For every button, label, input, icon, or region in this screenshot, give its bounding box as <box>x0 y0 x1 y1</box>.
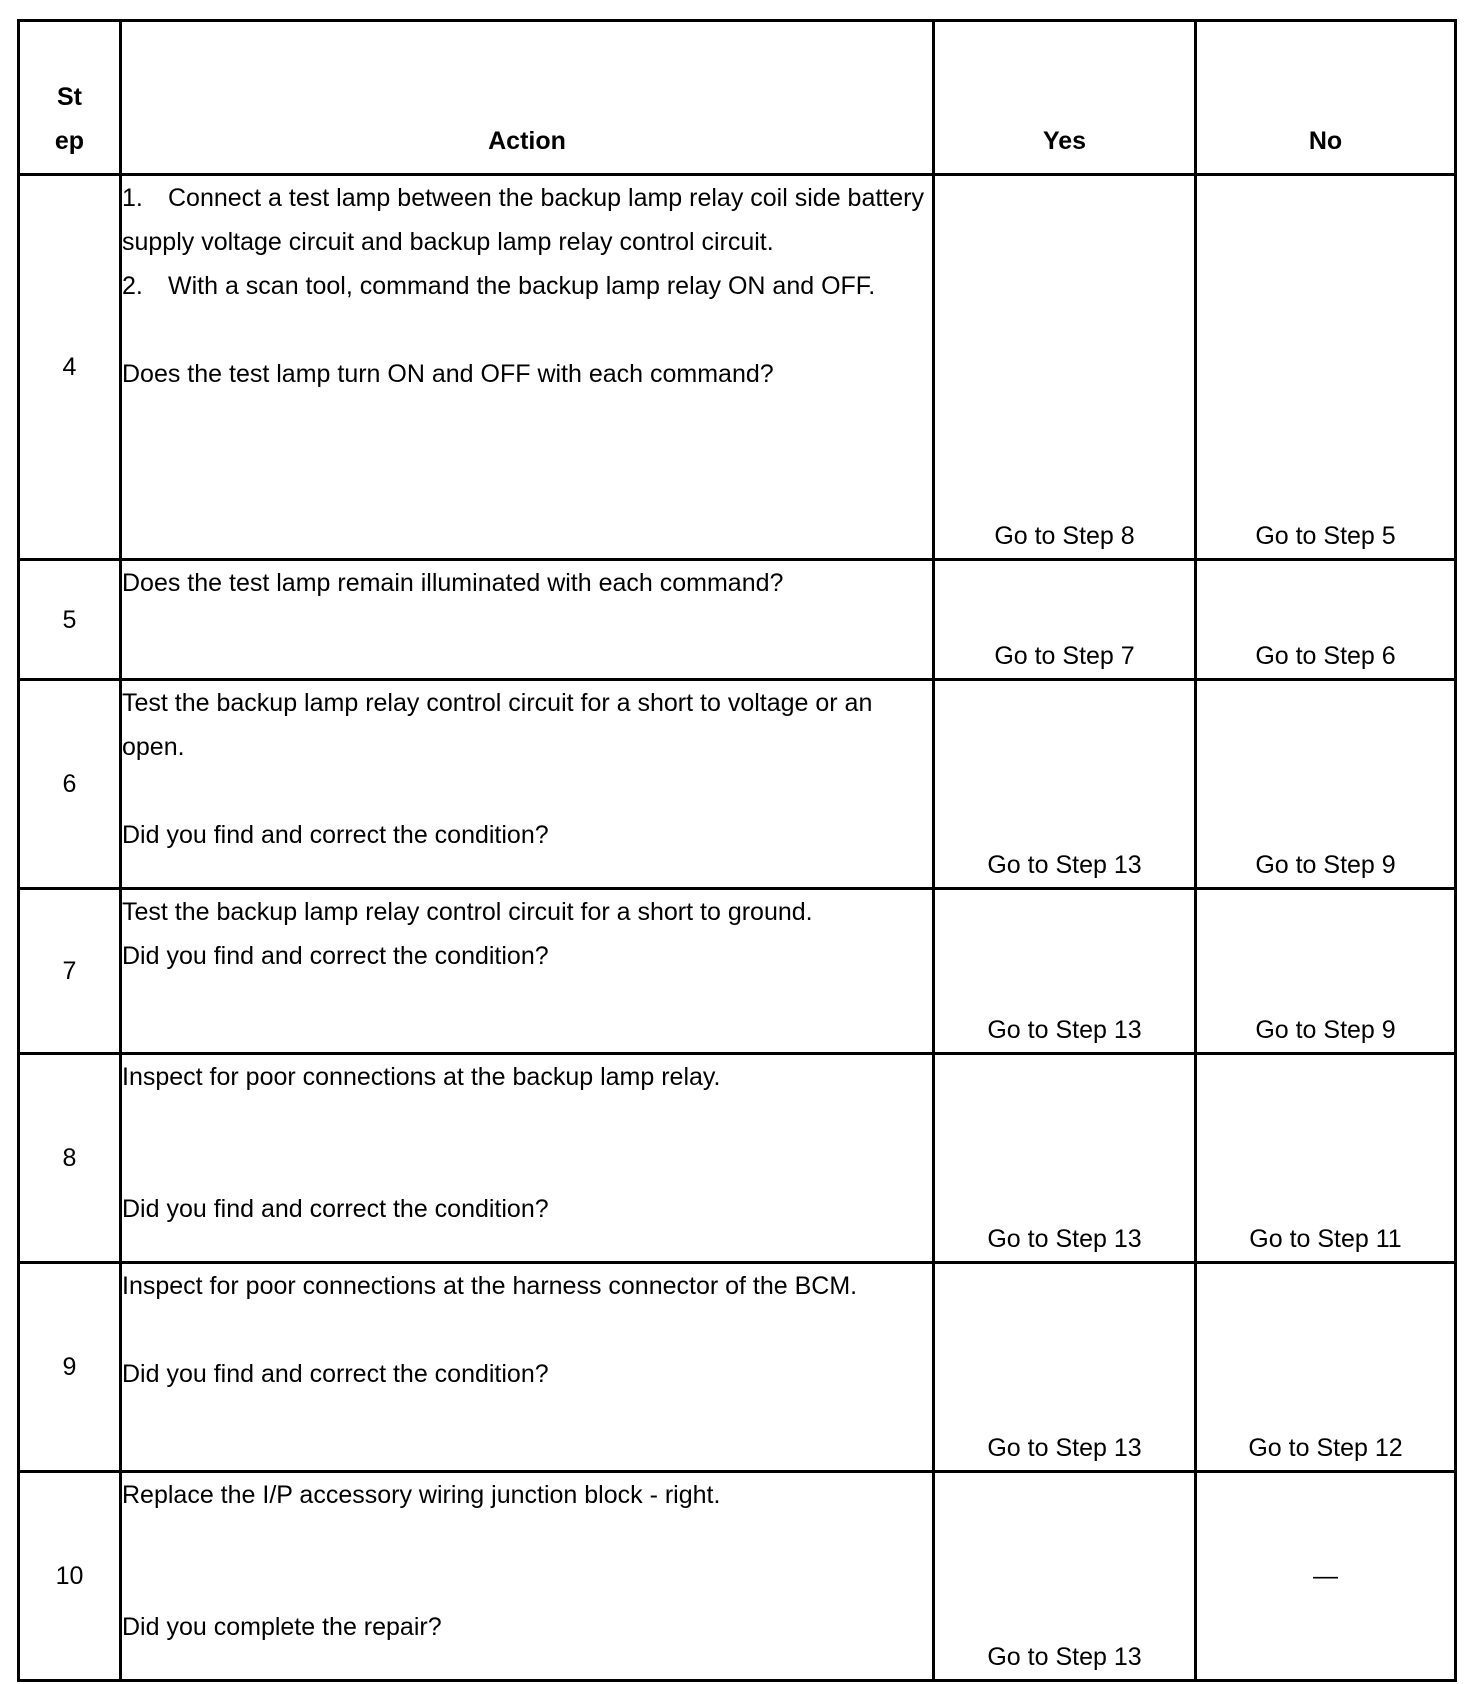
spacer <box>122 308 932 352</box>
table-header-row <box>19 21 1456 175</box>
no-column-header: No <box>1196 21 1456 175</box>
table-row <box>19 680 1456 889</box>
action-item-text: Connect a test lamp between the backup lamp relay coil side battery supply voltage circuit and backup lamp relay control circuit. <box>122 184 924 256</box>
action-cell <box>121 889 934 1054</box>
yes-result: Go to Step 8 <box>934 175 1196 560</box>
step-header-line1: St <box>57 83 82 111</box>
action-item-text: With a scan tool, command the backup lamp relay ON and OFF. <box>168 272 876 300</box>
table-row <box>19 1054 1456 1263</box>
diagnostic-table <box>17 19 1457 1682</box>
no-result: Go to Step 12 <box>1196 1263 1456 1472</box>
action-item <box>122 176 932 264</box>
item-number: 1. <box>122 184 143 212</box>
action-text: Inspect for poor connections at the harness connector of the BCM. <box>122 1272 858 1300</box>
action-text: Test the backup lamp relay control circuit for a short to voltage or an open. <box>122 689 873 761</box>
step-number: 4 <box>19 175 121 560</box>
no-result: Go to Step 6 <box>1196 560 1456 680</box>
action-item <box>122 264 932 308</box>
step-number: 5 <box>19 560 121 680</box>
action-question: Did you complete the repair? <box>122 1613 442 1641</box>
table-row <box>19 1263 1456 1472</box>
no-result: Go to Step 9 <box>1196 680 1456 889</box>
action-cell <box>121 560 934 680</box>
yes-result: Go to Step 13 <box>934 1472 1196 1681</box>
action-text: Replace the I/P accessory wiring junction block - right. <box>122 1481 721 1509</box>
action-cell <box>121 1263 934 1472</box>
table-row <box>19 1472 1456 1681</box>
table-row <box>19 175 1456 560</box>
action-cell <box>121 1054 934 1263</box>
step-number: 10 <box>19 1472 121 1681</box>
spacer <box>122 769 932 813</box>
spacer <box>122 1308 932 1352</box>
action-question: Does the test lamp turn ON and OFF with each command? <box>122 360 774 388</box>
step-column-header <box>19 21 121 175</box>
no-result: Go to Step 9 <box>1196 889 1456 1054</box>
action-question: Does the test lamp remain illuminated with each command? <box>122 569 784 597</box>
no-result: — <box>1196 1472 1456 1681</box>
action-question: Did you find and correct the condition? <box>122 821 549 849</box>
step-number: 6 <box>19 680 121 889</box>
spacer <box>122 1517 932 1605</box>
step-header-line2: ep <box>54 127 85 155</box>
yes-column-header: Yes <box>934 21 1196 175</box>
table-row <box>19 560 1456 680</box>
yes-result: Go to Step 13 <box>934 1263 1196 1472</box>
no-result: Go to Step 5 <box>1196 175 1456 560</box>
yes-result: Go to Step 13 <box>934 1054 1196 1263</box>
yes-result: Go to Step 13 <box>934 889 1196 1054</box>
yes-result: Go to Step 13 <box>934 680 1196 889</box>
action-column-header: Action <box>121 21 934 175</box>
no-result: Go to Step 11 <box>1196 1054 1456 1263</box>
item-number: 2. <box>122 272 143 300</box>
action-cell <box>121 1472 934 1681</box>
step-number: 8 <box>19 1054 121 1263</box>
action-cell <box>121 175 934 560</box>
table-row <box>19 889 1456 1054</box>
action-question: Did you find and correct the condition? <box>122 1195 549 1223</box>
step-number: 9 <box>19 1263 121 1472</box>
action-text: Test the backup lamp relay control circuit for a short to ground. <box>122 898 813 926</box>
spacer <box>122 1099 932 1187</box>
step-number: 7 <box>19 889 121 1054</box>
action-question: Did you find and correct the condition? <box>122 1360 549 1388</box>
action-text: Inspect for poor connections at the backup lamp relay. <box>122 1063 721 1091</box>
yes-result: Go to Step 7 <box>934 560 1196 680</box>
action-cell <box>121 680 934 889</box>
action-question: Did you find and correct the condition? <box>122 942 549 970</box>
